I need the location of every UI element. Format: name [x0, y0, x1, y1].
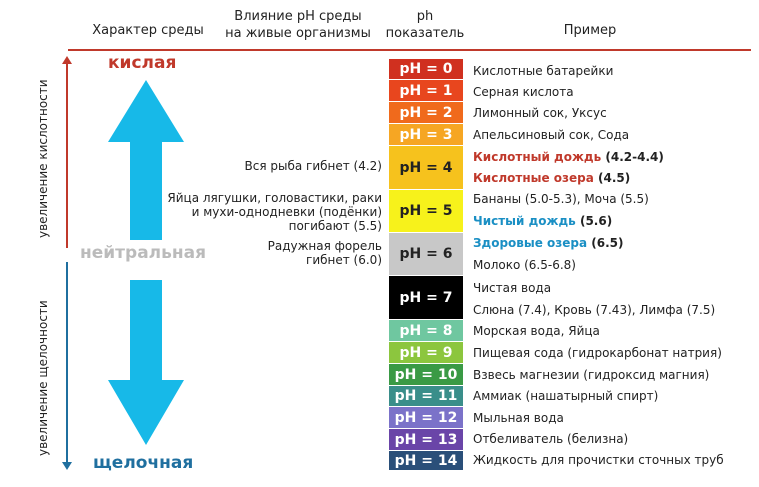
- example-ph14: Жидкость для прочистки сточных труб: [473, 453, 724, 467]
- effect-frogs: [162, 191, 382, 233]
- acid-label: кислая: [108, 53, 177, 73]
- header-influence-line1: Влияние pH среды: [234, 9, 362, 24]
- header-ph-line1: ph: [416, 9, 434, 24]
- header-ph-line2: показатель: [385, 26, 465, 41]
- header-influence: [218, 8, 378, 42]
- effect-fish: Вся рыба гибнет (4.2): [244, 159, 382, 173]
- example-milk: Молоко (6.5-6.8): [473, 258, 576, 272]
- alkalinity-axis-label: увеличение щелочности: [36, 300, 50, 456]
- example-healthy-lakes: [473, 236, 624, 250]
- example-clean-rain: [473, 214, 612, 228]
- effect-trout-line1: Радужная форель: [267, 239, 382, 253]
- effect-frogs-line3: погибают (5.5): [288, 219, 382, 233]
- example-acid-rain-title: Кислотный дождь: [473, 150, 602, 164]
- ph-box-8: pH = 8: [389, 320, 463, 342]
- example-ph1: Серная кислота: [473, 85, 574, 99]
- example-pure-water: Чистая вода: [473, 281, 552, 295]
- example-ph8: Морская вода, Яйца: [473, 324, 600, 338]
- example-saliva: Слюна (7.4), Кровь (7.43), Лимфа (7.5): [473, 303, 716, 317]
- alkalinity-axis-arrowhead: [62, 462, 72, 470]
- alkaline-arrow-icon: [108, 280, 184, 445]
- ph-box-6: pH = 6: [389, 233, 463, 276]
- ph-box-9: pH = 9: [389, 342, 463, 364]
- header-ph: [375, 8, 475, 42]
- example-ph11: Аммиак (нашатырный спирт): [473, 389, 659, 403]
- ph-box-1: pH = 1: [389, 80, 463, 102]
- example-acid-rain: [473, 150, 664, 164]
- example-bananas: Бананы (5.0-5.3), Моча (5.5): [473, 192, 649, 206]
- example-ph9: Пищевая сода (гидрокарбонат натрия): [473, 346, 722, 360]
- example-acid-lakes-value: (4.5): [593, 171, 631, 185]
- example-acid-lakes-title: Кислотные озера: [473, 171, 594, 185]
- acidity-axis-line: [66, 62, 68, 248]
- example-ph10: Взвесь магнезии (гидроксид магния): [473, 368, 710, 382]
- header-example: Пример: [563, 23, 617, 38]
- example-ph12: Мыльная вода: [473, 411, 564, 425]
- ph-box-2: pH = 2: [389, 102, 463, 124]
- neutral-label: нейтральная: [80, 243, 207, 263]
- example-ph2: Лимонный сок, Уксус: [473, 106, 607, 120]
- ph-box-12: pH = 12: [389, 407, 463, 429]
- example-healthy-lakes-title: Здоровые озера: [473, 236, 588, 250]
- header-character: Характер среды: [92, 23, 204, 38]
- ph-box-3: pH = 3: [389, 124, 463, 146]
- acidity-axis-label: увеличение кислотности: [36, 79, 50, 238]
- example-acid-rain-value: (4.2-4.4): [601, 150, 664, 164]
- example-ph13: Отбеливатель (белизна): [473, 432, 629, 446]
- acidity-axis-arrowhead: [62, 56, 72, 64]
- effect-trout-line2: гибнет (6.0): [306, 253, 382, 267]
- example-acid-lakes: [473, 171, 630, 185]
- ph-box-4: pH = 4: [389, 146, 463, 190]
- header-influence-line2: на живые организмы: [225, 26, 371, 41]
- alkaline-label: щелочная: [93, 453, 194, 473]
- example-clean-rain-title: Чистый дождь: [473, 214, 576, 228]
- ph-box-0: pH = 0: [389, 59, 463, 80]
- ph-box-5: pH = 5: [389, 190, 463, 233]
- header-divider: [68, 49, 751, 51]
- example-clean-rain-value: (5.6): [575, 214, 613, 228]
- ph-box-10: pH = 10: [389, 364, 463, 386]
- example-ph3: Апельсиновый сок, Сода: [473, 128, 630, 142]
- example-ph0: Кислотные батарейки: [473, 64, 614, 78]
- effect-trout: [182, 239, 382, 267]
- alkalinity-axis-line: [66, 262, 68, 462]
- effect-frogs-line1: Яйца лягушки, головастики, раки: [167, 191, 382, 205]
- ph-box-14: pH = 14: [389, 451, 463, 471]
- effect-frogs-line2: и мухи-однодневки (подёнки): [191, 205, 382, 219]
- ph-box-11: pH = 11: [389, 386, 463, 407]
- ph-box-7: pH = 7: [389, 276, 463, 320]
- example-healthy-lakes-value: (6.5): [587, 236, 624, 250]
- ph-box-13: pH = 13: [389, 429, 463, 451]
